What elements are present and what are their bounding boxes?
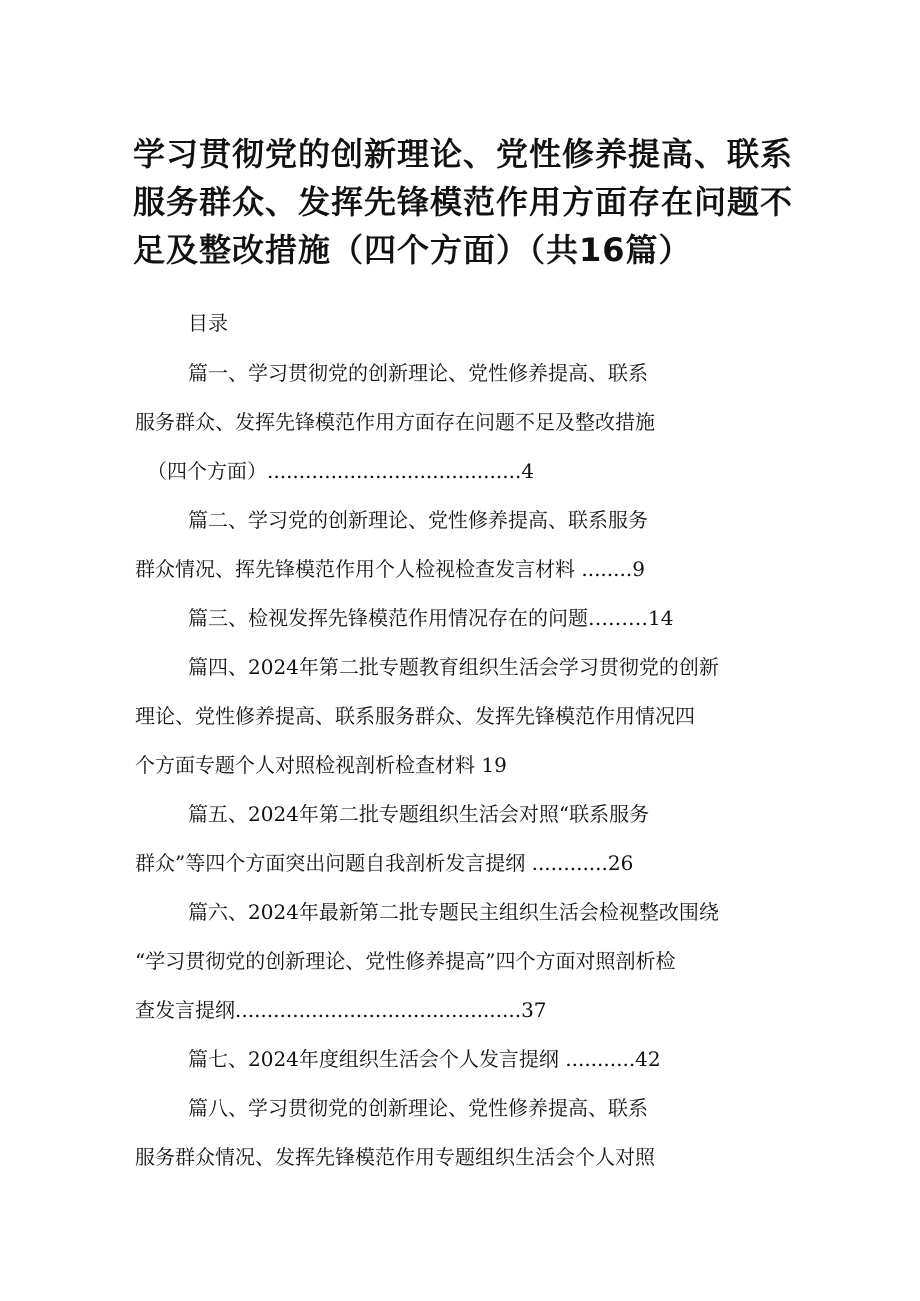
toc-entry-line: 服务群众情况、发挥先锋模范作用专题组织生活会个人对照 xyxy=(135,1145,655,1169)
toc-entry-line: 理论、党性修养提高、联系服务群众、发挥先锋模范作用情况四 xyxy=(135,704,695,728)
toc-entry-line: 群众情况、挥先锋模范作用个人检视检查发言材料 ........9 xyxy=(135,557,645,581)
title-line: 足及整改措施（四个方面）（共16篇） xyxy=(133,231,692,269)
toc-entry-line: 群众”等四个方面突出问题自我剖析发言提纲 ............26 xyxy=(135,851,634,875)
toc-entry-line: 篇二、学习党的创新理论、党性修养提高、联系服务 xyxy=(188,508,648,532)
toc-entry-line: 个方面专题个人对照检视剖析检查材料 19 xyxy=(135,753,507,777)
title-line: 服务群众、发挥先锋模范作用方面存在问题不 xyxy=(133,183,794,221)
toc-heading: 目录 xyxy=(188,311,228,335)
toc-entry-line: 篇一、学习贯彻党的创新理论、党性修养提高、联系 xyxy=(188,361,648,385)
toc-entry-line: 篇八、学习贯彻党的创新理论、党性修养提高、联系 xyxy=(188,1096,648,1120)
toc-entry-line: 篇四、2024年第二批专题教育组织生活会学习贯彻党的创新 xyxy=(188,655,719,679)
toc-entry-line: （四个方面）........................................4 xyxy=(147,459,535,483)
toc-entry-line: 篇三、检视发挥先锋模范作用情况存在的问题………14 xyxy=(188,606,674,630)
toc-entry-line: 篇六、2024年最新第二批专题民主组织生活会检视整改围绕 xyxy=(188,900,719,924)
toc-entry-line: 服务群众、发挥先锋模范作用方面存在问题不足及整改措施 xyxy=(135,410,655,434)
toc-entry-line: 篇七、2024年度组织生活会个人发言提纲 ...........42 xyxy=(188,1047,661,1071)
toc-entry-line: “学习贯彻党的创新理论、党性修养提高”四个方面对照剖析检 xyxy=(135,949,676,973)
toc-entry-line: 查发言提纲.............................................37 xyxy=(135,998,547,1022)
toc-entry-line: 篇五、2024年第二批专题组织生活会对照“联系服务 xyxy=(188,802,650,826)
title-line: 学习贯彻党的创新理论、党性修养提高、联系 xyxy=(133,135,794,173)
